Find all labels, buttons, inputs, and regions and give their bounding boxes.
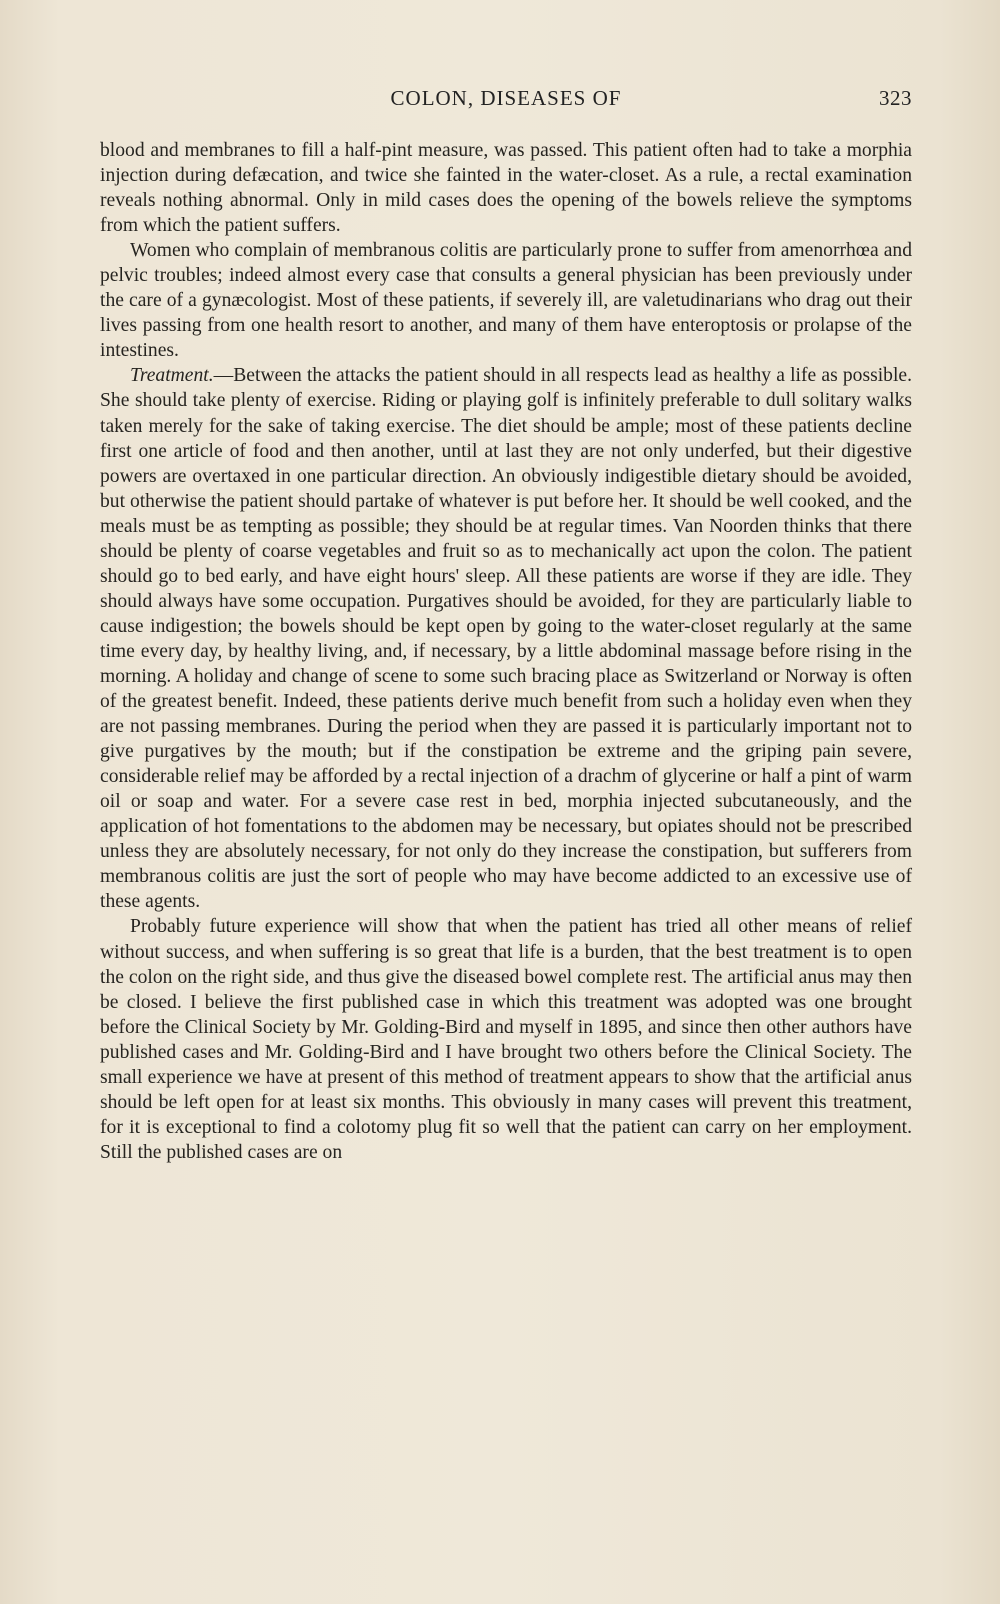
- paragraph: [100, 914, 912, 1164]
- paragraph-continuation: [100, 138, 912, 238]
- section-lead-heading: Treatment.: [130, 365, 214, 387]
- body-text: [100, 138, 912, 1165]
- paragraph: [100, 238, 912, 363]
- page-header: [100, 86, 912, 116]
- paragraph-text: blood and membranes to fill a half-pint measure, was passed. This patient often had to take a morphia injection during defæcation, and twice she fainted in the water-closet. As a rule, a rectal examination reveals nothing abnormal. Only in mild cases does the opening of the bowels relieve the symptoms from which the patient suffers.: [100, 140, 912, 237]
- page-number: 323: [879, 86, 912, 110]
- running-title: COLON, DISEASES OF: [390, 86, 622, 110]
- paragraph-text: Probably future experience will show that when the patient has tried all other means of relief without success, and when suffering is so great that life is a burden, that the best treatment is to open the colon on the right side, and thus give the diseased bowel complete rest. The artificial anus may then be closed. I believe the first published case in which this treatment was adopted was one brought before the Clinical Society by Mr. Golding-Bird and myself in 1895, and since then other authors have published cases and Mr. Golding-Bird and I have brought two others before the Clinical Society. The small experience we have at present of this method of treatment appears to show that the artificial anus should be left open for at least six months. This obviously in many cases will prevent this treatment, for it is exceptional to find a colotomy plug fit so well that the patient can carry on her employment. Still the published cases are on: [100, 916, 912, 1163]
- paragraph-text: —Between the attacks the patient should in all respects lead as healthy a life as possible. She should take plenty of exercise. Riding or playing golf is infinitely preferable to dull solitary walks taken merely for the sake of taking exercise. The diet should be ample; most of these patients decline first one article of food and then another, until at last they are not only underfed, but their digestive powers are overtaxed in one particular direction. An obviously indigestible dietary should be avoided, but otherwise the patient should partake of whatever is put before her. It should be well cooked, and the meals must be as tempting as possible; they should be at regular times. Van Noorden thinks that there should be plenty of coarse vegetables and fruit so as to mechanically act upon the colon. The patient should go to bed early, and have eight hours' sleep. All these patients are worse if they are idle. They should always have some occupation. Purgatives should be avoided, for they are particularly liable to cause indigestion; the bowels should be kept open by going to the water-closet regularly at the same time every day, by healthy living, and, if necessary, by a little abdominal massage before rising in the morning. A holiday and change of scene to some such bracing place as Switzerland or Norway is often of the greatest benefit. Indeed, these patients derive much benefit from such a holiday even when they are not passing membranes. During the period when they are passed it is particularly important not to give purgatives by the mouth; but if the constipation be extreme and the griping pain severe, considerable relief may be afforded by a rectal injection of a drachm of glycerine or half a pint of warm oil or soap and water. For a severe case rest in bed, morphia injected subcutaneously, and the application of hot fomentations to the abdomen may be necessary, but opiates should not be prescribed unless they are absolutely necessary, for not only do they increase the constipation, but sufferers from membranous colitis are just the sort of people who may have become addicted to an excessive use of these agents.: [100, 365, 912, 913]
- paragraph-text: Women who complain of membranous colitis are particularly prone to suffer from amenorrhœa and pelvic troubles; indeed almost every case that consults a general physician has been previously under the care of a gynæcologist. Most of these patients, if severely ill, are valetudinarians who drag out their lives passing from one health resort to another, and many of them have enteroptosis or prolapse of the intestines.: [100, 240, 912, 362]
- paragraph-treatment: [100, 363, 912, 914]
